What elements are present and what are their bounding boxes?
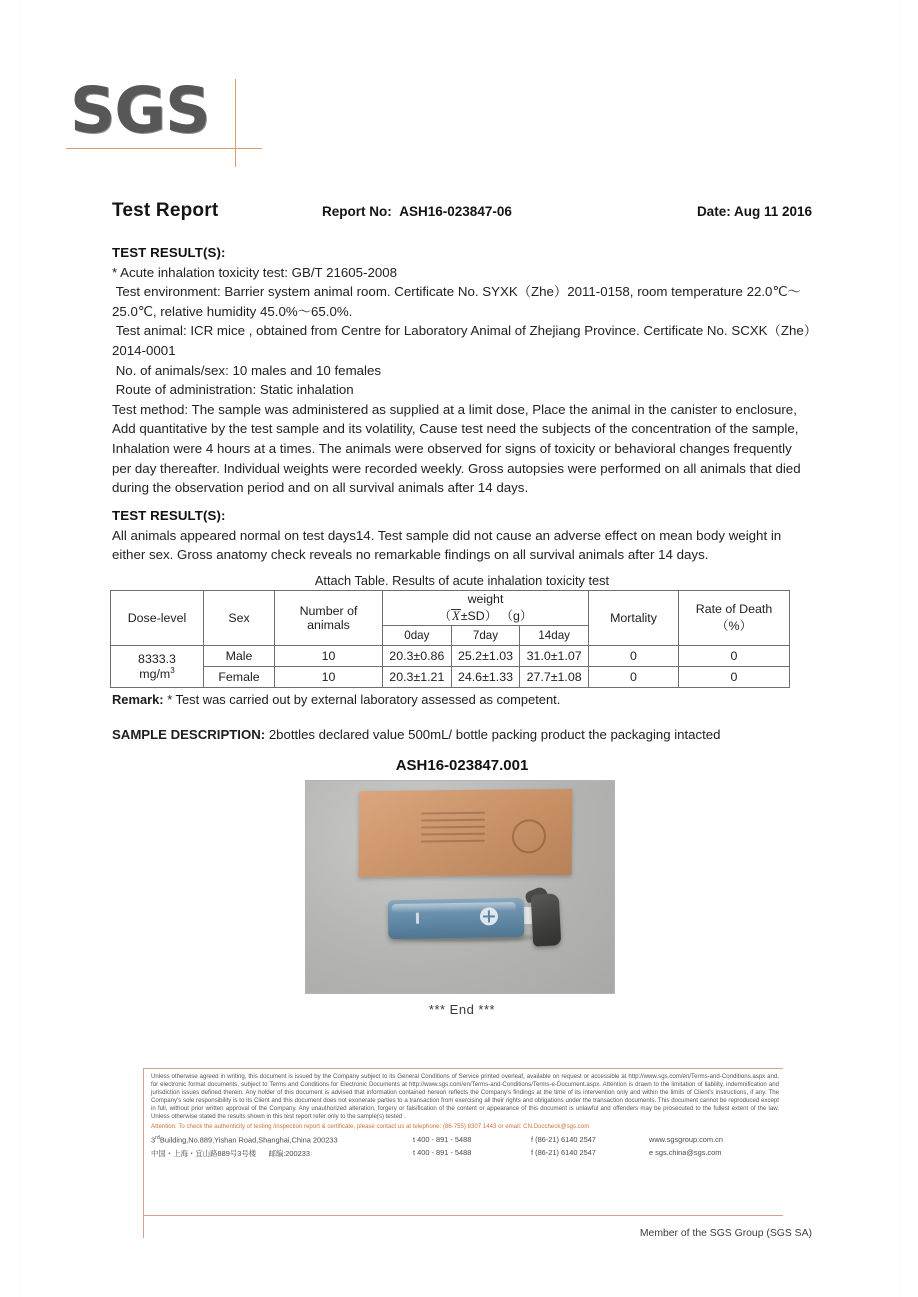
cell-mortality: 0 xyxy=(589,667,679,688)
address-en-sup: rd xyxy=(155,1135,160,1142)
th-number-of-animals: Number of animals xyxy=(275,591,383,646)
th-weight-label: weight xyxy=(467,592,504,606)
sgs-logo-text: SGS xyxy=(70,74,210,147)
sgs-logo xyxy=(68,74,318,168)
dose-level-unit xyxy=(113,666,201,681)
th-sex: Sex xyxy=(204,591,275,646)
footer-attention-notice: Attention: To check the authenticity of testing /inspection report & certificate, please contact us at telephone: (86-755) 8307 1443 or email: CN.Doccheck@sgs.com xyxy=(151,1122,590,1130)
section-2-heading: TEST RESULT(S): xyxy=(112,508,226,523)
sample-code: ASH16-023847.001 xyxy=(395,757,529,774)
scan-edge-right xyxy=(901,0,902,1297)
table-body xyxy=(111,646,790,688)
cell-day14: 27.7±1.08 xyxy=(520,667,589,688)
section-2-text: All animals appeared normal on test days14. Test sample did not cause an adverse effect on mean body weight in either sex. Gross anatomy check reveals no remarkable findings on all survival animals after 14 days. xyxy=(112,527,785,563)
cell-sex: Male xyxy=(204,646,275,667)
cell-day14: 31.0±1.07 xyxy=(520,646,589,667)
spray-bottle-icon xyxy=(388,898,525,939)
cell-number-of-animals: 10 xyxy=(275,667,383,688)
th-weight-sd: ±SD） xyxy=(460,609,498,623)
footer-bottom-rule xyxy=(143,1215,783,1216)
toxicity-results-table xyxy=(110,590,790,688)
th-day14: 14day xyxy=(520,626,589,646)
cell-number-of-animals: 10 xyxy=(275,646,383,667)
section-1-line-5: Test method: The sample was administered as supplied at a limit dose, Place the animal in the canister to enclosure, Add quantitative by the test sample and its volatility, Cause test need the subjects of the concentration of the sample, Inhalation were 4 hours at a times. The animals were observed for signs of toxicity or behavioral changes frequently per day thereafter. Individual weights were recorded weekly. Gross autopsies were performed on all animals that died during the observation period and on all survival animals after 14 days. xyxy=(112,401,805,496)
trigger-sprayer-icon xyxy=(531,893,562,946)
footer-address-table xyxy=(151,1134,781,1160)
th-weight-xbar: X xyxy=(452,609,460,623)
table-head xyxy=(111,591,790,646)
footer xyxy=(143,1073,783,1160)
th-day7: 7day xyxy=(451,626,520,646)
report-date xyxy=(697,204,812,219)
test-results-section-2 xyxy=(112,506,812,565)
scan-edge-left xyxy=(18,0,19,1297)
report-header xyxy=(112,200,812,222)
cell-day7: 24.6±1.33 xyxy=(451,667,520,688)
footer-top-rule xyxy=(143,1068,783,1069)
th-dose-level: Dose-level xyxy=(111,591,204,646)
report-number-label: Report No: xyxy=(322,204,392,219)
th-weight-group xyxy=(383,591,589,626)
sample-description-label: SAMPLE DESCRIPTION: xyxy=(112,727,266,742)
box-printed-marks xyxy=(421,812,485,855)
postcode-cn: 邮编:200233 xyxy=(268,1148,310,1158)
section-1-line-0: * Acute inhalation toxicity test: GB/T 21605-2008 xyxy=(112,264,398,280)
footer-website[interactable]: www.sgsgroup.com.cn xyxy=(649,1135,723,1145)
section-1-line-3: No. of animals/sex: 10 males and 10 females xyxy=(112,362,382,378)
end-marker: *** End *** xyxy=(428,1002,496,1017)
section-1-line-1: Test environment: Barrier system animal room. Certificate No. SYXK（Zhe）2011-0158, room temperature 22.0℃～25.0℃, relative humidity 45.0%～65.0%. xyxy=(112,284,801,319)
box-stamp-icon xyxy=(512,819,546,853)
bottle-gloss xyxy=(392,902,516,913)
dose-level-value: 8333.3 xyxy=(138,651,176,666)
cell-sex: Female xyxy=(204,667,275,688)
th-weight-formula xyxy=(385,606,586,624)
cell-dose-level xyxy=(111,646,204,688)
address-en-rest: Building,No.889,Yishan Road,Shanghai,China 200233 xyxy=(159,1135,338,1145)
cell-mortality: 0 xyxy=(589,646,679,667)
dose-unit-text: mg/m xyxy=(139,667,171,682)
cardboard-box-icon xyxy=(359,789,573,877)
sample-description xyxy=(112,725,812,744)
cell-day0: 20.3±0.86 xyxy=(383,646,452,667)
footer-address-row-en xyxy=(151,1134,781,1146)
report-date-label: Date: xyxy=(696,204,731,219)
address-en-num: 3 xyxy=(151,1135,156,1145)
cell-day0: 20.3±1.21 xyxy=(383,667,452,688)
dose-unit-sup: 3 xyxy=(170,665,175,675)
cell-rate-of-death: 0 xyxy=(679,646,790,667)
page-title: Test Report xyxy=(112,200,219,221)
footer-address-cn xyxy=(151,1146,413,1160)
table-row xyxy=(111,667,790,688)
remark-label: Remark: xyxy=(112,692,164,707)
logo-vertical-rule xyxy=(235,79,236,167)
section-1-line-4: Route of administration: Static inhalation xyxy=(112,382,354,398)
table-header-row xyxy=(111,591,790,626)
sample-photo xyxy=(305,780,615,994)
sample-description-text: 2bottles declared value 500mL/ bottle packing product the packaging intacted xyxy=(268,727,721,742)
member-of-sgs-group: Member of the SGS Group (SGS SA) xyxy=(639,1228,812,1239)
table-caption: Attach Table. Results of acute inhalation toxicity test xyxy=(314,573,610,588)
footer-tel-en: t 400 - 891 - 5488 xyxy=(413,1135,472,1145)
remark-text: * Test was carried out by external laboratory assessed as competent. xyxy=(167,692,561,707)
table-row xyxy=(111,646,790,667)
bottle-label-line xyxy=(416,913,419,924)
th-day0: 0day xyxy=(383,626,452,646)
section-1-line-2: Test animal: ICR mice , obtained from Centre for Laboratory Animal of Zhejiang Province. Certificate No. SCXK（Zhe）2014-0001 xyxy=(112,323,811,358)
th-mortality: Mortality xyxy=(589,591,679,646)
report-number-value: ASH16-023847-06 xyxy=(399,204,512,219)
footer-email[interactable]: e sgs.china@sgs.com xyxy=(649,1147,722,1157)
footer-fax-en: f (86-21) 6140 2547 xyxy=(531,1135,596,1145)
address-cn-text: 中国・上海・宜山路889号3号楼 xyxy=(151,1148,257,1158)
test-results-section-1 xyxy=(112,243,812,498)
footer-address-row-cn xyxy=(151,1146,781,1160)
section-1-heading: TEST RESULT(S): xyxy=(112,245,226,260)
table-remark xyxy=(112,692,560,707)
th-rate-of-death: Rate of Death（%） xyxy=(679,591,790,646)
bottle-cross-logo-icon xyxy=(480,907,498,925)
cell-day7: 25.2±1.03 xyxy=(451,646,520,667)
report-date-value: Aug 11 2016 xyxy=(733,204,812,219)
report-number xyxy=(322,204,697,219)
footer-fax-cn: f (86-21) 6140 2547 xyxy=(531,1147,596,1157)
footer-tel-cn: t 400 - 891 - 5488 xyxy=(413,1147,472,1157)
footer-address-en xyxy=(151,1134,413,1146)
footer-disclaimer: Unless otherwise agreed in writing, this document is issued by the Company subject to its General Conditions of Service printed overleaf, available on request or accessible at http://www.sgs.com/en/Terms-and-Conditions.aspx and, for electronic format documents, subject to Terms and Conditions for Electronic Documents at http://www.sgs.com/en/Terms-and-Conditions/Terms-e-Document.aspx. Attention is drawn to the limitation of liability, indemnification and jurisdiction issues defined therein. Any holder of this document is advised that information contained hereon reflects the Company's findings at the time of its intervention only and within the limits of Client's instructions, if any. The Company's sole responsibility is to its Client and this document does not exonerate parties to a transaction from exercising all their rights and obligations under the transaction documents. This document cannot be reproduced except in full, without prior written approval of the Company. Any unauthorized alteration, forgery or falsification of the content or appearance of this document is unlawful and offenders may be prosecuted to the fullest extent of the law. Unless otherwise stated the results shown in this test report refer only to the sample(s) tested . xyxy=(151,1073,779,1121)
th-weight-paren-open: （ xyxy=(438,609,452,623)
th-weight-unit: （g） xyxy=(500,609,533,623)
logo-horizontal-rule xyxy=(66,148,262,149)
cell-rate-of-death: 0 xyxy=(679,667,790,688)
